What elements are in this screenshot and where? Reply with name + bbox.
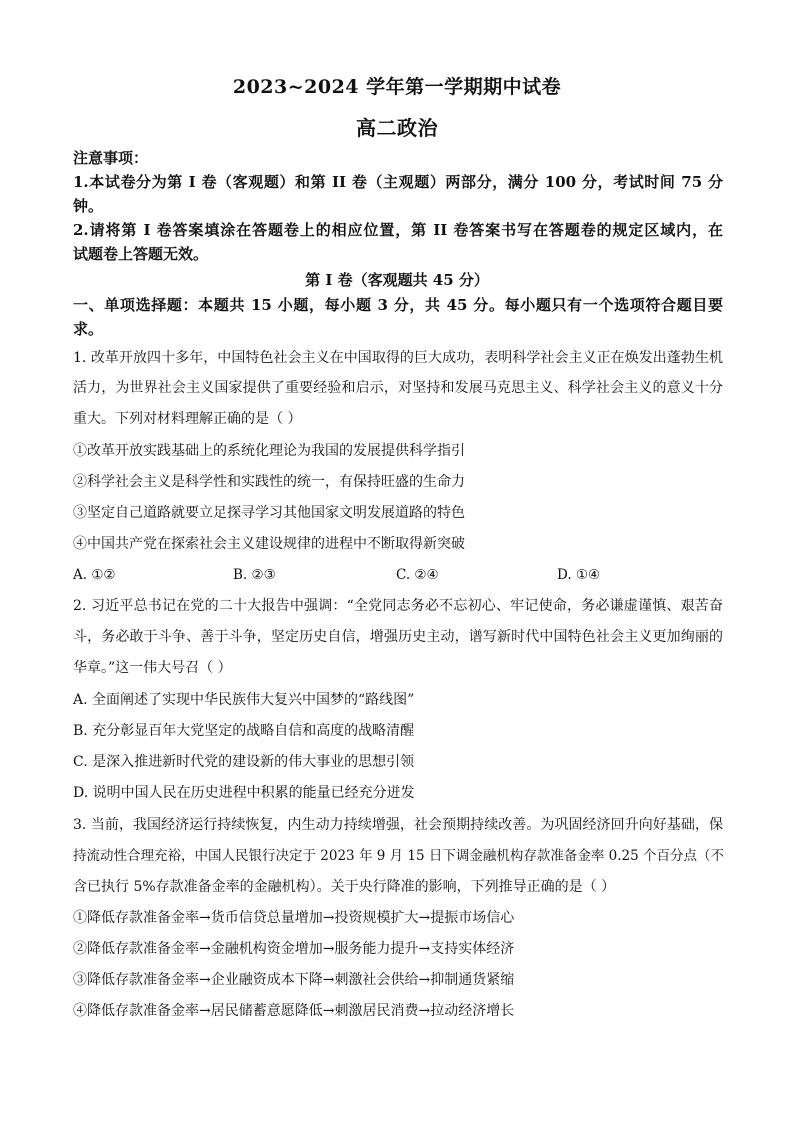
- note-1-line-2: 钟。: [73, 197, 104, 215]
- q2-stem-line-1: 2. 习近平总书记在党的二十大报告中强调：“全党同志务必不忘初心、牢记使命，务必谦虚谨慎、艰苦奋: [73, 598, 723, 614]
- q2-stem-line-2: 斗，务必敢于斗争、善于斗争，坚定历史自信，增强历史主动，谱写新时代中国特色社会主义更加绚丽的: [73, 629, 723, 645]
- note-1-line-1: 1.本试卷分为第 I 卷（客观题）和第 II 卷（主观题）两部分，满分 100 分，考试时间 75 分: [73, 173, 723, 191]
- q1-statement-1: ①改革开放实践基础上的系统化理论为我国的发展提供科学指引: [73, 443, 465, 459]
- section-instruction-line-1: 一、单项选择题：本题共 15 小题，每小题 3 分，共 45 分。每小题只有一个选项符合题目要: [73, 296, 723, 314]
- q3-statement-2: ②降低存款准备金率→金融机构资金增加→服务能力提升→支持实体经济: [73, 941, 515, 957]
- q1-statement-4: ④中国共产党在探索社会主义建设规律的进程中不断取得新突破: [73, 536, 465, 552]
- q1-stem-line-3: 重大。下列对材料理解正确的是（ ）: [73, 411, 302, 427]
- q3-statement-3: ③降低存款准备金率→企业融资成本下降→刺激社会供给→抑制通货紧缩: [73, 972, 515, 988]
- section-instruction-line-2: 求。: [73, 320, 104, 338]
- q1-stem-line-2: 活力，为世界社会主义国家提供了重要经验和启示，对坚持和发展马克思主义、科学社会主义的意义十分: [73, 380, 723, 396]
- q2-option-a: A. 全面阐述了实现中华民族伟大复兴中国梦的“路线图”: [73, 692, 415, 708]
- q1-stem-line-1: 1. 改革开放四十多年，中国特色社会主义在中国取得的巨大成功，表明科学社会主义正在焕发出蓬勃生机: [73, 350, 723, 366]
- section-title: 第 I 卷（客观题共 45 分）: [305, 271, 489, 289]
- note-2-line-2: 试题卷上答题无效。: [73, 245, 209, 263]
- note-2-line-1: 2.请将第 I 卷答案填涂在答题卷上的相应位置，第 II 卷答案书写在答题卷的规定区域内，在: [73, 221, 723, 239]
- q3-stem-line-2: 持流动性合理充裕，中国人民银行决定于 2023 年 9 月 15 日下调金融机构存款准备金率 0.25 个百分点（不: [73, 848, 725, 864]
- q1-statement-3: ③坚定自己道路就要立足探寻学习其他国家文明发展道路的特色: [73, 505, 465, 521]
- q2-stem-line-3: 华章。”这一伟大号召（ ）: [73, 660, 232, 676]
- q2-option-b: B. 充分彰显百年大党坚定的战略自信和高度的战略清醒: [73, 723, 415, 739]
- q1-option-a: A. ①②: [73, 567, 116, 583]
- q2-option-d: D. 说明中国人民在历史进程中积累的能量已经充分迸发: [73, 785, 415, 801]
- q3-statement-4: ④降低存款准备金率→居民储蓄意愿降低→刺激居民消费→拉动经济增长: [73, 1003, 515, 1019]
- q1-option-c: C. ②④: [396, 567, 439, 583]
- exam-subject: 高二政治: [356, 116, 438, 140]
- q1-statement-2: ②科学社会主义是科学性和实践性的统一，有保持旺盛的生命力: [73, 474, 465, 490]
- q3-stem-line-1: 3. 当前，我国经济运行持续恢复，内生动力持续增强，社会预期持续改善。为巩固经济回升向好基础，保: [73, 817, 723, 833]
- q3-stem-line-3: 含已执行 5%存款准备金率的金融机构）。关于央行降准的影响，下列推导正确的是（ ）: [73, 879, 616, 895]
- q2-option-c: C. 是深入推进新时代党的建设新的伟大事业的思想引领: [73, 754, 415, 770]
- notes-heading: 注意事项：: [73, 149, 149, 167]
- q1-option-b: B. ②③: [233, 567, 276, 583]
- exam-title: 2023~2024 学年第一学期期中试卷: [232, 76, 562, 98]
- q1-option-d: D. ①④: [557, 567, 601, 583]
- q3-statement-1: ①降低存款准备金率→货币信贷总量增加→投资规模扩大→提振市场信心: [73, 910, 515, 926]
